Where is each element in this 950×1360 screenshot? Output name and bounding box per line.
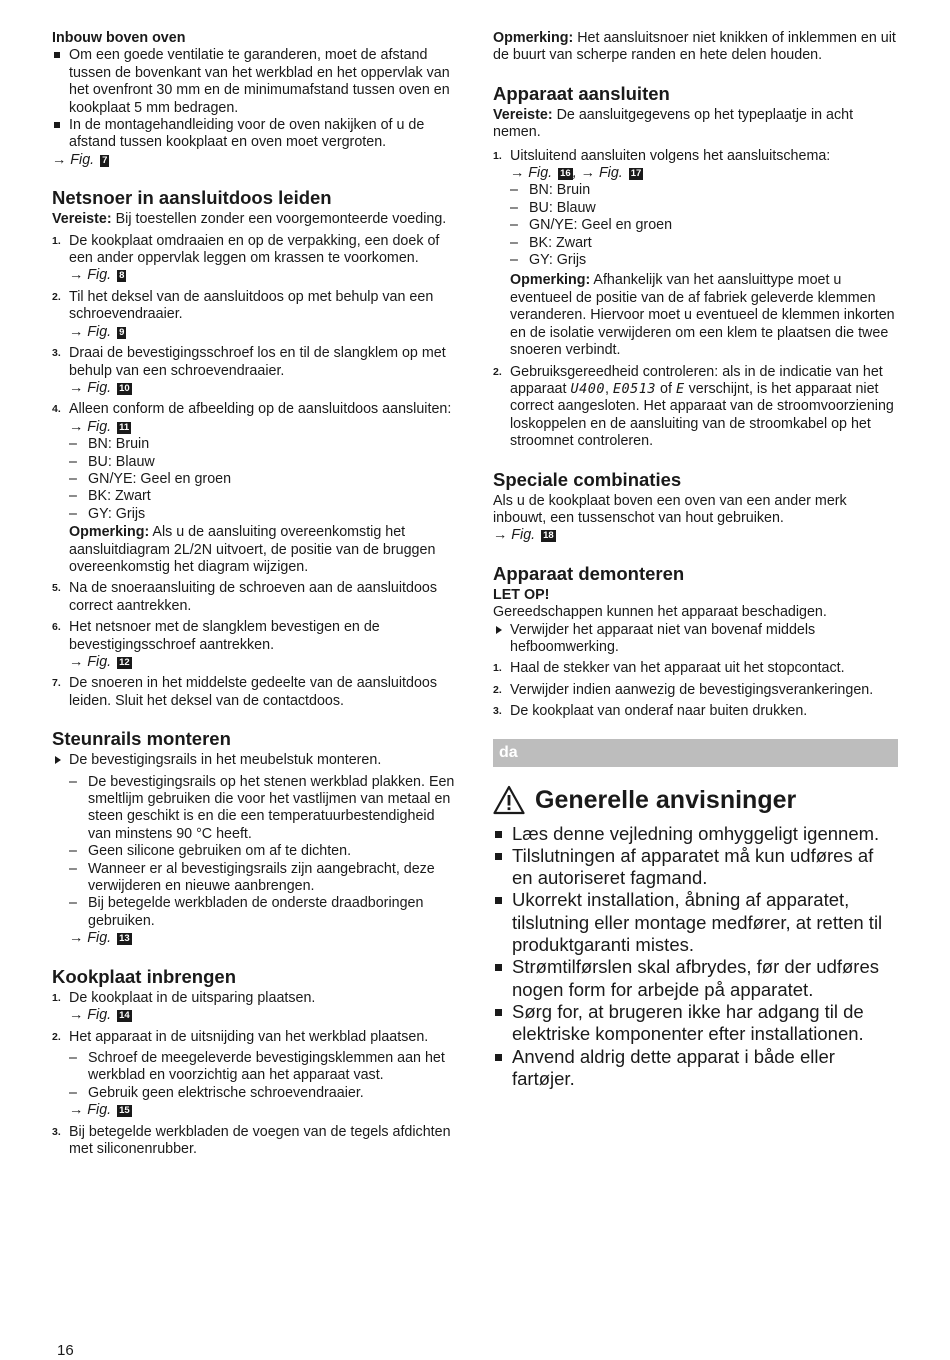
fig-label: Fig. bbox=[87, 930, 112, 947]
note-text: Het aansluitsnoer niet knikken of inklemmen en uit de buurt van scherpe randen en hete delen houden. bbox=[493, 30, 896, 64]
fig-label: Fig. bbox=[598, 165, 623, 182]
list-item: Ukorrekt installation, åbning af apparatet, tilslutning eller montage medfører, at retten til produktgaranti mistes. bbox=[493, 889, 898, 956]
fig-reference bbox=[52, 152, 457, 169]
step-item bbox=[52, 990, 457, 1025]
step-item bbox=[52, 619, 457, 671]
step-text: Het netsnoer met de slangklem bevestigen en de bevestigingsschroef aantrekken. bbox=[69, 619, 380, 653]
speciale-title: Speciale combinaties bbox=[493, 468, 682, 490]
page-number: 16 bbox=[57, 1342, 74, 1359]
fig-label: Fig. bbox=[87, 323, 112, 340]
fig-reference bbox=[69, 419, 131, 435]
fig-badge: 18 bbox=[543, 530, 554, 542]
arrow-icon: → bbox=[69, 267, 84, 284]
step-number: 3. bbox=[493, 705, 502, 718]
step-text: Het apparaat in de uitsnijding van het werkblad plaatsen. bbox=[69, 1028, 429, 1045]
fig-badge: 16 bbox=[560, 168, 571, 180]
netsnoer-requirement bbox=[52, 211, 457, 228]
separator: , bbox=[604, 380, 609, 397]
fig-reference bbox=[69, 267, 126, 283]
arrow-icon: → bbox=[69, 1102, 84, 1119]
fig-badge: 13 bbox=[119, 933, 130, 945]
arrow-icon: → bbox=[493, 527, 508, 544]
action-text: De bevestigingsrails in het meubelstuk monteren. bbox=[69, 752, 382, 769]
aansluiten-steps bbox=[493, 148, 898, 451]
netsnoer-steps bbox=[52, 233, 457, 711]
step-number: 6. bbox=[52, 621, 61, 634]
aansluiten-requirement bbox=[493, 107, 898, 142]
arrow-icon: → bbox=[69, 323, 84, 340]
arrow-icon: → bbox=[69, 1007, 84, 1024]
step-text: Verwijder indien aanwezig de bevestigingsverankeringen. bbox=[510, 681, 874, 698]
fig-label: Fig. bbox=[87, 267, 112, 284]
note-label: Opmerking: bbox=[493, 30, 574, 46]
demonteren-title: Apparaat demonteren bbox=[493, 562, 685, 584]
fig-reference bbox=[69, 930, 132, 946]
display-code: E bbox=[675, 380, 685, 397]
requirement-text: Bij toestellen zonder een voorgemonteerde voeding. bbox=[115, 211, 447, 228]
step-text: Gebruiksgereedheid controleren: als in de indicatie van het apparaat bbox=[510, 363, 883, 397]
caution-label: LET OP! bbox=[493, 586, 550, 603]
step-item bbox=[52, 401, 457, 576]
arrow-icon: → bbox=[69, 379, 84, 396]
fig-label: Fig. bbox=[528, 165, 553, 182]
list-item: In de montagehandleiding voor de oven nakijken of u de afstand tussen kookplaat en oven moet vergroten. bbox=[52, 117, 457, 152]
step-item bbox=[52, 675, 457, 710]
step-number: 1. bbox=[493, 662, 502, 675]
fig-label: Fig. bbox=[87, 418, 112, 435]
fig-badge: 17 bbox=[630, 168, 642, 180]
language-bar: da bbox=[493, 739, 898, 767]
fig-badge: 15 bbox=[119, 1105, 130, 1117]
fig-reference bbox=[510, 165, 643, 181]
kookplaat-steps bbox=[52, 990, 457, 1159]
step-text: Na de snoeraansluiting de schroeven aan de aansluitdoos correct aantrekken. bbox=[69, 580, 438, 614]
fig-badge: 8 bbox=[119, 270, 125, 282]
step-text: Uitsluitend aansluiten volgens het aansluitschema: bbox=[510, 147, 831, 164]
step-number: 2. bbox=[52, 290, 61, 303]
list-item: – BU: Blauw bbox=[69, 454, 457, 471]
fig-label: Fig. bbox=[511, 527, 536, 544]
separator: , bbox=[572, 165, 577, 182]
step-number: 2. bbox=[52, 1030, 61, 1043]
step-item bbox=[493, 682, 898, 699]
step-number: 7. bbox=[52, 677, 61, 690]
fig-badge: 11 bbox=[119, 421, 130, 433]
generelle-title: Generelle anvisninger bbox=[535, 785, 797, 814]
step-text: Bij betegelde werkbladen de voegen van de tegels afdichten met siliconenrubber. bbox=[69, 1123, 451, 1157]
arrow-icon: → bbox=[510, 165, 525, 182]
kookplaat-title: Kookplaat inbrengen bbox=[52, 965, 236, 987]
note-label: Opmerking: bbox=[69, 524, 150, 541]
list-item: – Wanneer er al bevestigingsrails zijn aangebracht, deze verwijderen en nieuwe aanbrengen. bbox=[69, 861, 457, 896]
list-item: Om een goede ventilatie te garanderen, moet de afstand tussen de bovenkant van het werkblad en het oppervlak van het ovenfront 30 mm en de minimumafstand tussen oven en kookplaat 5 mm bedragen. bbox=[52, 47, 457, 117]
step-text: De kookplaat van onderaf naar buiten drukken. bbox=[510, 703, 808, 720]
list-item: – BN: Bruin bbox=[69, 436, 457, 453]
list-item: – Geen silicone gebruiken om af te dichten. bbox=[69, 843, 457, 860]
color-code-list bbox=[69, 436, 457, 523]
steunrails-dash-list bbox=[69, 774, 457, 931]
step-number: 5. bbox=[52, 582, 61, 595]
step-text: Til het deksel van de aansluitdoos op met behulp van een schroevendraaier. bbox=[69, 288, 434, 323]
step-item bbox=[493, 148, 898, 360]
note-text: Afhankelijk van het aansluittype moet u eventueel de positie van de af fabriek geleverde klemmen veranderen. Hiervoor moet u eventueel de klemmen inkorten en de isolatie verwijderen om een klem te plaatsen die twee snoeren verbindt. bbox=[510, 272, 895, 359]
fig-badge: 14 bbox=[119, 1010, 130, 1022]
requirement-label: Vereiste: bbox=[52, 211, 112, 228]
list-item: – BU: Blauw bbox=[510, 200, 898, 217]
speciale-text: Als u de kookplaat boven een oven van een ander merk inbouwt, een tussenschot van hout gebruiken. bbox=[493, 492, 847, 526]
demonteren-actions bbox=[493, 622, 898, 657]
step-text: Haal de stekker van het apparaat uit het stopcontact. bbox=[510, 660, 845, 677]
fig-reference bbox=[493, 527, 898, 544]
arrow-icon: → bbox=[580, 165, 595, 182]
step-item bbox=[493, 703, 898, 720]
step-number: 1. bbox=[52, 234, 61, 247]
note-text: Als u de aansluiting overeenkomstig het aansluitdiagram 2L/2N uitvoert, de positie van de bruggen overeenkomstig het diagram wijzigen. bbox=[69, 524, 436, 575]
steunrails-title: Steunrails monteren bbox=[52, 728, 231, 750]
list-item: – BK: Zwart bbox=[510, 235, 898, 252]
list-item: – BN: Bruin bbox=[510, 182, 898, 199]
fig-label: Fig. bbox=[87, 379, 112, 396]
step-text: verschijnt, is het apparaat niet correct aangesloten. Het apparaat van de stroomvoorziening loskoppelen en de aansluiting van de stroomkabel op het stroomnet controleren. bbox=[510, 380, 894, 450]
step-text: De kookplaat in de uitsparing plaatsen. bbox=[69, 989, 316, 1006]
arrow-icon: → bbox=[69, 654, 84, 670]
step-item bbox=[52, 289, 457, 341]
fig-reference bbox=[69, 1102, 132, 1118]
note-label: Opmerking: bbox=[510, 272, 591, 289]
aansluiten-title: Apparaat aansluiten bbox=[493, 82, 670, 104]
list-item: Læs denne vejledning omhyggeligt igennem. bbox=[493, 823, 898, 845]
step-text: of bbox=[660, 380, 672, 397]
demonteren-steps bbox=[493, 660, 898, 720]
fig-reference bbox=[69, 1007, 132, 1023]
step-number: 4. bbox=[52, 403, 61, 416]
left-column bbox=[52, 30, 457, 1158]
fig-reference bbox=[69, 654, 132, 670]
step-item bbox=[52, 1124, 457, 1159]
inbouw-title: Inbouw boven oven bbox=[52, 30, 186, 46]
list-item: – Bij betegelde werkbladen de onderste draadboringen gebruiken. bbox=[69, 895, 457, 930]
step-item bbox=[52, 580, 457, 615]
arrow-icon: → bbox=[69, 930, 84, 947]
netsnoer-title: Netsnoer in aansluitdoos leiden bbox=[52, 187, 332, 209]
fig-label: Fig. bbox=[87, 1007, 112, 1024]
display-code: U400 bbox=[570, 380, 605, 397]
step-text: Draai de bevestigingsschroef los en til de slangklem op met behulp van een schroevendraaier. bbox=[69, 345, 446, 379]
list-item: – GN/YE: Geel en groen bbox=[510, 217, 898, 234]
warning-triangle-icon bbox=[493, 785, 525, 815]
fig-badge: 10 bbox=[119, 382, 130, 394]
list-item: Anvend aldrig dette apparat i både eller fartøjer. bbox=[493, 1046, 898, 1091]
display-code: E0513 bbox=[612, 380, 657, 397]
action-item bbox=[52, 752, 457, 947]
step-text: De kookplaat omdraaien en op de verpakking, een doek of een ander oppervlak leggen om krassen te voorkomen. bbox=[69, 232, 440, 267]
list-item: Tilslutningen af apparatet må kun udføres af en autoriseret fagmand. bbox=[493, 845, 898, 890]
list-item: – Schroef de meegeleverde bevestigingsklemmen aan het werkblad en voorzichtig aan het apparaat vast. bbox=[69, 1050, 457, 1085]
step-text: Alleen conform de afbeelding op de aansluitdoos aansluiten: bbox=[69, 401, 452, 418]
step-note bbox=[69, 524, 457, 576]
arrow-icon: → bbox=[52, 151, 67, 168]
step-number: 3. bbox=[52, 1125, 61, 1138]
step-note bbox=[510, 272, 898, 359]
list-item: – De bevestigingsrails op het stenen werkblad plakken. Een smeltlijm gebruiken die voor het vastlijmen van metaal en steen geschikt is en die een temperatuurbestendigheid van minstens 90 °C heeft. bbox=[69, 774, 457, 844]
list-item: – BK: Zwart bbox=[69, 488, 457, 505]
action-item: Verwijder het apparaat niet van bovenaf middels hefboomwerking. bbox=[493, 622, 898, 657]
list-item: Strømtilførslen skal afbrydes, før der udføres nogen form for arbejde på apparatet. bbox=[493, 956, 898, 1001]
arrow-icon: → bbox=[69, 418, 84, 435]
cord-note bbox=[493, 30, 898, 65]
list-item: – GY: Grijs bbox=[510, 252, 898, 269]
list-item: – Gebruik geen elektrische schroevendraaier. bbox=[69, 1085, 457, 1102]
generelle-list bbox=[493, 823, 898, 1091]
fig-label: Fig. bbox=[87, 654, 112, 670]
fig-badge: 12 bbox=[119, 657, 130, 668]
caution-text: Gereedschappen kunnen het apparaat beschadigen. bbox=[493, 604, 827, 621]
fig-label: Fig. bbox=[70, 151, 95, 168]
requirement-text: De aansluitgegevens op het typeplaatje in acht nemen. bbox=[493, 106, 854, 141]
fig-badge: 7 bbox=[102, 154, 108, 166]
inbouw-list bbox=[52, 47, 457, 151]
fig-reference bbox=[69, 380, 132, 396]
step-item bbox=[52, 345, 457, 397]
list-item: – GN/YE: Geel en groen bbox=[69, 471, 457, 488]
list-item: – GY: Grijs bbox=[69, 506, 457, 523]
step-number: 1. bbox=[493, 149, 502, 162]
requirement-label: Vereiste: bbox=[493, 106, 553, 123]
step-number: 2. bbox=[493, 683, 502, 696]
generelle-heading bbox=[493, 785, 898, 815]
color-code-list bbox=[510, 182, 898, 269]
fig-badge: 9 bbox=[119, 326, 125, 338]
step-number: 1. bbox=[52, 991, 61, 1004]
step-item bbox=[52, 1029, 457, 1120]
right-column bbox=[493, 30, 898, 1090]
step-item bbox=[52, 233, 457, 285]
step-item bbox=[493, 364, 898, 451]
step-number: 2. bbox=[493, 365, 502, 378]
steunrails-actions bbox=[52, 752, 457, 947]
fig-label: Fig. bbox=[87, 1102, 112, 1119]
list-item: Sørg for, at brugeren ikke har adgang til de elektriske komponenter efter installationen. bbox=[493, 1001, 898, 1046]
step-item bbox=[493, 660, 898, 677]
step-number: 3. bbox=[52, 347, 61, 360]
step-text: De snoeren in het middelste gedeelte van de aansluitdoos leiden. Sluit het deksel van de contactdoos. bbox=[69, 675, 437, 709]
fig-reference bbox=[69, 324, 126, 340]
kookplaat-dash-list bbox=[69, 1050, 457, 1102]
